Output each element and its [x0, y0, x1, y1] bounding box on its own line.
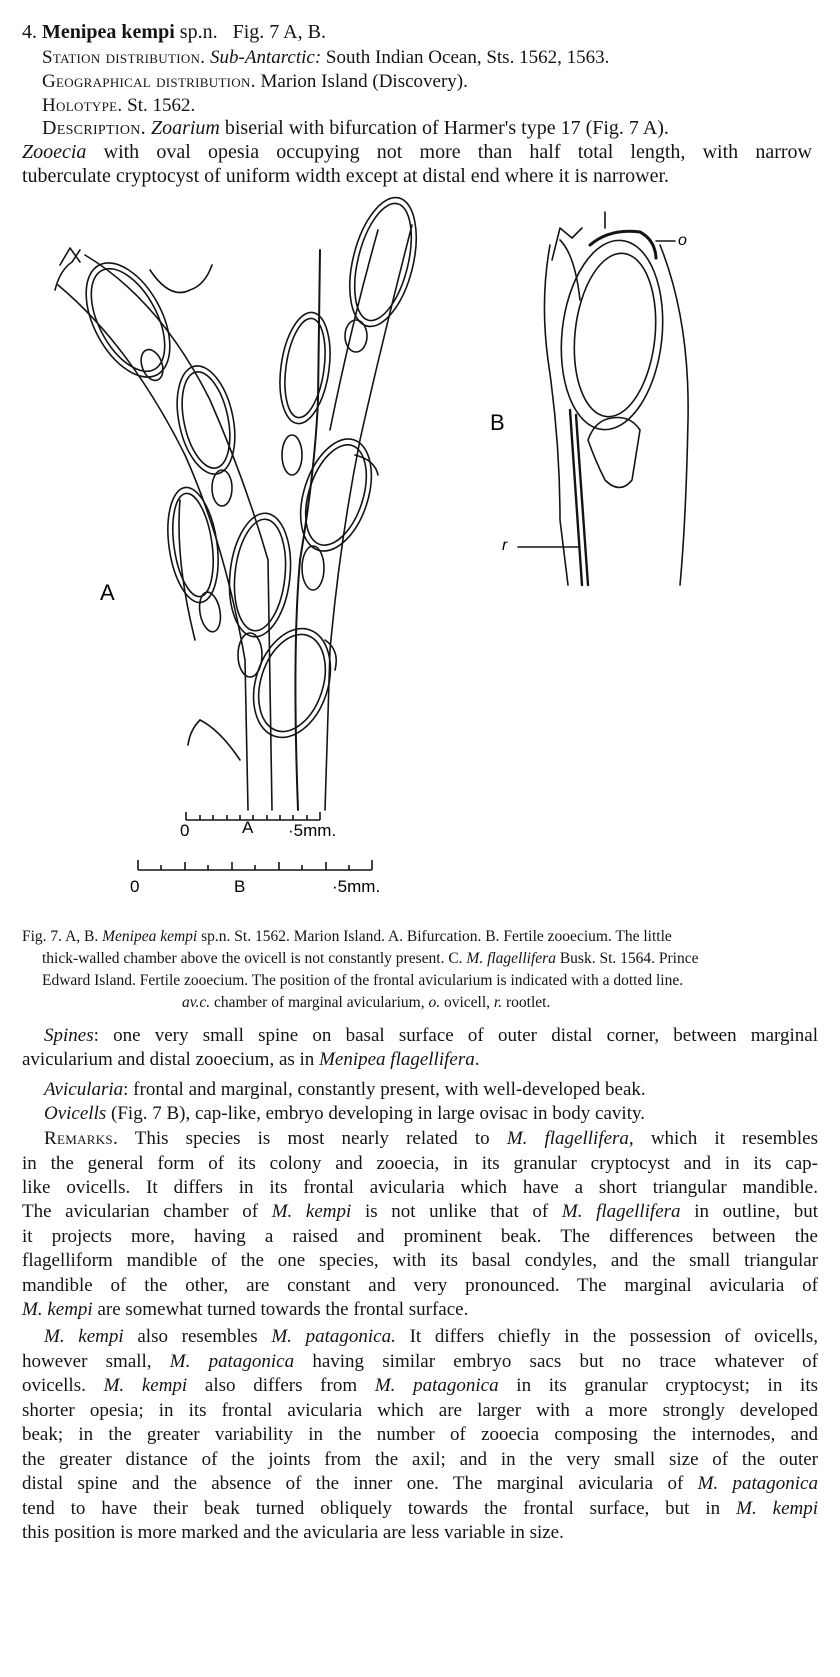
- p2-text-1a: also resembles: [137, 1326, 258, 1347]
- avicularium-1: [137, 347, 167, 384]
- figure-a-drawing: [55, 195, 428, 810]
- branch-notch: [150, 265, 212, 293]
- ovicells-text: (Fig. 7 B), cap-like, embryo developing in large ovisac in body cavity.: [111, 1103, 646, 1124]
- avicularia-line: [44, 1078, 646, 1102]
- holotype-text: St. 1562.: [127, 95, 196, 116]
- description-line2-text: with oval opesia occupying not more than half total length, with narrow: [103, 141, 812, 163]
- entry-number: 4.: [22, 21, 37, 43]
- spines-text-2: avicularium and distal zooecium, as in: [22, 1049, 315, 1070]
- b-opesia: [567, 249, 664, 420]
- stem-right-inner: [330, 230, 378, 430]
- remarks-text-8: are somewhat turned towards the frontal surface.: [97, 1299, 469, 1320]
- figure-b-drawing: [518, 212, 688, 585]
- spines-line-2: [22, 1048, 479, 1072]
- station-region: Sub-Antarctic:: [210, 47, 322, 68]
- scale-b-value: ·5mm.: [332, 877, 381, 896]
- zooecium-2: [168, 361, 244, 480]
- avicularium-2: [212, 470, 232, 506]
- zooecium-5-opesia: [279, 316, 331, 420]
- avicularium-5: [282, 435, 302, 475]
- spines-species: Menipea flagellifera: [319, 1049, 475, 1070]
- scale-a-letter: A: [242, 818, 254, 837]
- scale-a-zero: 0: [180, 821, 190, 840]
- b-marginal-avicularium: [552, 228, 582, 260]
- remarks-text-4a: The avicularian chamber of: [22, 1201, 259, 1222]
- figure-reference: Fig. 7 A, B.: [232, 21, 326, 43]
- remarks-text-4b: is not unlike that of: [364, 1201, 549, 1222]
- zooecia-term: Zooecia: [22, 141, 87, 163]
- caption-abbr-r: r.: [493, 994, 503, 1011]
- description-line1-text: biserial with bifurcation of Harmer's type 17 (Fig. 7 A).: [224, 117, 669, 139]
- caption-line-2: [42, 948, 698, 970]
- avicularium-6: [345, 320, 367, 352]
- caption-species-2: M. flagellifera: [466, 950, 556, 967]
- p2-text-3a: ovicells.: [22, 1375, 86, 1396]
- caption-line2-text: thick-walled chamber above the ovicell is not constantly present. C.: [42, 950, 463, 967]
- b-outer-right: [660, 245, 688, 585]
- station-text: South Indian Ocean, Sts. 1562, 1563.: [325, 47, 610, 68]
- remarks-line-5: it projects more, having a raised and prominent beak. The differences between the: [22, 1226, 818, 1247]
- paragraph2-line-7: [22, 1472, 818, 1497]
- remarks-label: Remarks.: [44, 1128, 118, 1149]
- species-suffix: sp.n.: [179, 21, 218, 43]
- scale-b-letter: B: [234, 877, 246, 896]
- zooecium-7-opesia: [294, 437, 377, 553]
- paragraph2-line-1: [44, 1325, 818, 1350]
- p2-text-3b: also differs from: [204, 1375, 358, 1396]
- spines-label: Spines: [44, 1025, 94, 1046]
- scale-bars: [138, 812, 372, 870]
- remarks-species-1: M. flagellifera,: [506, 1128, 634, 1149]
- holotype: [42, 94, 195, 118]
- spines-text-1: : one very small spine on basal surface of outer distal corner, between marginal: [93, 1025, 818, 1046]
- station-distribution: [42, 46, 609, 70]
- remarks-line-6: flagelliform mandible of the one species, with its basal condyles, and the small triangular: [22, 1250, 818, 1271]
- species-name: Menipea kempi: [42, 21, 175, 43]
- spines-line-1: [44, 1024, 818, 1049]
- remarks-species-4a: M. kempi: [271, 1201, 352, 1222]
- remarks-line-8: [22, 1298, 468, 1322]
- remarks-line-7: mandible of the other, are constant and very pronounced. The marginal avicularia of: [22, 1275, 818, 1296]
- remarks-text-1a: This species is most nearly related to: [134, 1128, 490, 1149]
- basal-spine: [188, 720, 200, 745]
- paragraph2-line-2: [22, 1350, 818, 1375]
- remarks-text-4c: in outline, but: [694, 1201, 819, 1222]
- zooecium-1: [69, 249, 187, 390]
- p2-species-1a: M. kempi: [44, 1326, 124, 1347]
- caption-abbr-o: o.: [428, 994, 441, 1011]
- caption-species: Menipea kempi: [102, 928, 198, 945]
- p2-text-8a: tend to have their beak turned obliquely towards the frontal surface, but in: [22, 1498, 721, 1519]
- caption-r-text: rootlet.: [505, 994, 551, 1011]
- geo-text: Marion Island (Discovery).: [260, 71, 468, 92]
- avicularia-text: : frontal and marginal, constantly present, with well-developed beak.: [123, 1079, 646, 1100]
- basal-wall: [200, 720, 240, 760]
- caption-line-4: [182, 992, 550, 1014]
- caption-line2-tail: Busk. St. 1564. Prince: [559, 950, 699, 967]
- paragraph2-line-8: [22, 1497, 818, 1522]
- paragraph2-line-6: the greater distance of the joints from the axil; and in the very small size of the outer: [22, 1449, 818, 1470]
- avicularia-label: Avicularia: [44, 1079, 124, 1100]
- zooecium-6-opesia: [344, 198, 422, 327]
- remarks-text-1b: which it resembles: [650, 1128, 819, 1149]
- paragraph2-line-5: beak; in the greater variability in the number of zooecia composing the internodes, and: [22, 1424, 818, 1445]
- caption-o-text: ovicell,: [443, 994, 491, 1011]
- p2-species-1b: M. patagonica.: [271, 1326, 396, 1347]
- zooecium-2-opesia: [174, 367, 237, 472]
- station-label: Station distribution.: [42, 47, 206, 68]
- caption-line-1: [22, 926, 672, 948]
- geographical-distribution: [42, 70, 468, 94]
- paragraph2-line-3: [22, 1374, 818, 1399]
- stem-right: [325, 225, 412, 810]
- description-label: Description.: [42, 117, 146, 139]
- p2-species-8: M. kempi: [736, 1498, 818, 1519]
- holotype-label: Holotype.: [42, 95, 123, 116]
- scale-bar-b: [138, 860, 372, 870]
- description-line-2: [22, 140, 812, 165]
- caption-line1-text: sp.n. St. 1562. Marion Island. A. Bifurcation. B. Fertile zooecium. The little: [201, 928, 672, 945]
- p2-species-7: M. patagonica: [697, 1473, 818, 1494]
- p2-text-1b: It differs chiefly in the possession of ovicells,: [409, 1326, 819, 1347]
- scale-a-value: ·5mm.: [288, 821, 337, 840]
- remarks-line-4: [22, 1200, 818, 1225]
- p2-species-3a: M. kempi: [103, 1375, 188, 1396]
- p2-text-3c: in its granular cryptocyst; in its: [516, 1375, 818, 1396]
- geo-label: Geographical distribution.: [42, 71, 256, 92]
- remarks-line-2: in the general form of its colony and zooecia, in its granular cryptocyst and in its cap-: [22, 1153, 818, 1174]
- p2-species-2: M. patagonica: [169, 1351, 295, 1372]
- remarks-species-4b: M. flagellifera: [561, 1201, 681, 1222]
- label-r: r: [502, 537, 508, 554]
- caption-fig-number: Fig. 7. A, B.: [22, 928, 99, 945]
- caption-abbr-avc: av.c.: [182, 994, 211, 1011]
- zooecium-5: [273, 309, 336, 427]
- b-outer-left: [544, 245, 568, 585]
- avicularium-7: [302, 546, 324, 590]
- spines-period: .: [474, 1049, 480, 1070]
- b-rootlet: [570, 410, 588, 585]
- figure-7-illustration: [0, 195, 840, 915]
- remarks-line-1: [44, 1127, 818, 1152]
- paragraph2-line-4: shorter opesia; in its frontal avicularia which are larger with a more strongly developed: [22, 1400, 818, 1421]
- label-b: B: [490, 410, 505, 435]
- p2-text-2a: however small,: [22, 1351, 152, 1372]
- p2-text-7a: distal spine and the absence of the inner one. The marginal avicularia of: [22, 1473, 684, 1494]
- stem-lower-left: [179, 500, 195, 640]
- label-a: A: [100, 580, 115, 605]
- caption-avc-text: chamber of marginal avicularium,: [213, 994, 425, 1011]
- ovicells-label: Ovicells: [44, 1103, 107, 1124]
- zoarium-term: Zoarium: [150, 117, 220, 139]
- zooecium-3-opesia: [167, 491, 219, 599]
- remarks-line-3: like ovicells. It differs in its frontal avicularia which have a short triangular mandible.: [22, 1177, 818, 1198]
- p2-text-2b: having similar embryo sacs but no trace whatever of: [312, 1351, 819, 1372]
- p2-species-3b: M. patagonica: [374, 1375, 499, 1396]
- stem-left: [58, 285, 248, 810]
- label-o: o: [678, 232, 687, 249]
- zooecium-6: [338, 195, 428, 333]
- remarks-species-8: M. kempi: [22, 1299, 93, 1320]
- description-line-1: [42, 116, 669, 140]
- b-zooecium-outer: [552, 235, 671, 434]
- species-heading: [22, 20, 326, 44]
- description-line-3: tuberculate cryptocyst of uniform width except at distal end where it is narrower.: [22, 165, 670, 187]
- scale-b-zero: 0: [130, 877, 140, 896]
- paragraph2-line-9: this position is more marked and the avicularia are less variable in size.: [22, 1522, 564, 1543]
- caption-line-3: Edward Island. Fertile zooecium. The position of the frontal avicularium is indicated with a dotted line.: [42, 972, 684, 989]
- ovicells-line: [44, 1102, 645, 1126]
